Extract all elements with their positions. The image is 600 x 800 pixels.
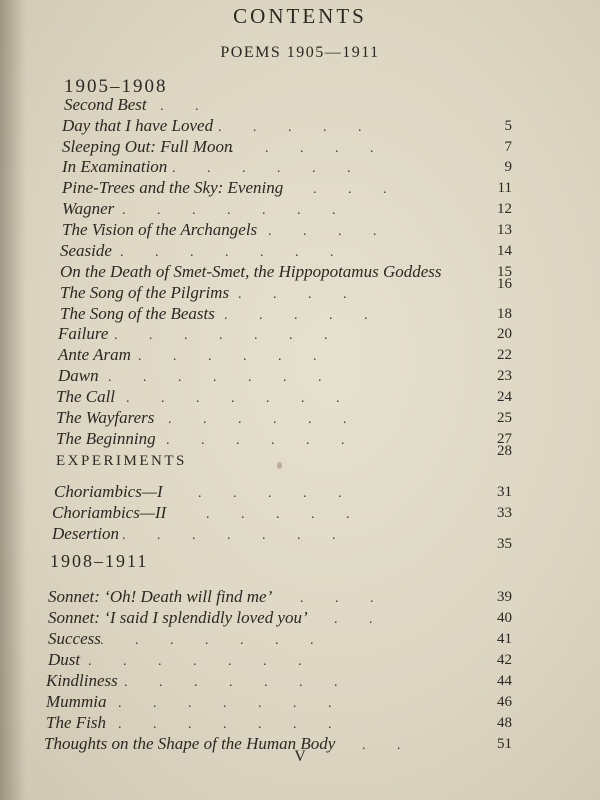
dot-leader: . . . . . . bbox=[168, 412, 347, 427]
toc-entry-page-number: 12 bbox=[497, 201, 512, 217]
toc-entry-page-number: 14 bbox=[497, 243, 512, 259]
toc-entry-page-number: 25 bbox=[497, 410, 512, 426]
toc-entry-title: Ante Aram bbox=[58, 345, 131, 364]
dot-leader: . . . . . . . bbox=[114, 328, 328, 343]
toc-entry-page-number: 18 bbox=[497, 306, 512, 322]
toc-entry-page-number: 15 bbox=[497, 264, 512, 280]
toc-entry bbox=[0, 304, 600, 326]
toc-entry-title: Kindliness bbox=[46, 671, 118, 690]
page-folio: V bbox=[294, 748, 306, 765]
section-heading-1905-1908: 1905–1908 bbox=[64, 76, 168, 97]
toc-entry bbox=[0, 713, 600, 735]
toc-entry bbox=[0, 283, 600, 305]
toc-entry bbox=[0, 241, 600, 263]
toc-entry-title: The Song of the Beasts bbox=[60, 304, 215, 323]
toc-entry-title: In Examination bbox=[62, 157, 168, 176]
toc-entry-page-number: 28 bbox=[497, 443, 512, 459]
dot-leader: . . . . . . bbox=[166, 433, 345, 448]
contents-heading: CONTENTS bbox=[233, 4, 367, 28]
dot-leader: . . . . . . . bbox=[120, 245, 334, 260]
dot-leader: . . . . . bbox=[198, 486, 342, 501]
dot-leader: . . bbox=[160, 99, 199, 114]
toc-entry bbox=[0, 116, 600, 138]
toc-entry-title: The Wayfarers bbox=[56, 408, 155, 427]
section-heading-1908-1911: 1908–1911 bbox=[50, 551, 149, 571]
section-heading-experiments: EXPERIMENTS bbox=[56, 453, 187, 469]
toc-entry-title: Second Best bbox=[64, 95, 147, 114]
toc-entry bbox=[0, 137, 600, 159]
toc-entry-title: The Call bbox=[56, 387, 116, 406]
toc-entry-page-number: 41 bbox=[497, 631, 512, 647]
toc-entry-page-number: 42 bbox=[497, 652, 512, 668]
toc-entry-page-number: 9 bbox=[504, 159, 512, 175]
dot-leader: . . . . . . . bbox=[122, 203, 336, 218]
dot-leader: . . bbox=[362, 738, 401, 753]
toc-entry bbox=[0, 629, 600, 651]
dot-leader: . . . . . bbox=[224, 308, 368, 323]
toc-entry-title: Dust bbox=[48, 650, 81, 669]
toc-entry-page-number: 13 bbox=[497, 222, 512, 238]
toc-entry-title: Thoughts on the Shape of the Human Body bbox=[44, 734, 336, 753]
toc-entry bbox=[0, 178, 600, 200]
toc-entry-page-number: 24 bbox=[497, 389, 512, 405]
dot-leader: . . . . . bbox=[218, 120, 362, 135]
dot-leader: . . . . . . . bbox=[118, 717, 332, 732]
toc-entry bbox=[0, 95, 600, 117]
toc-entry-title: Sonnet: ‘Oh! Death will find me’ bbox=[48, 587, 273, 606]
toc-entry bbox=[0, 587, 600, 609]
toc-entry-title: On the Death of Smet-Smet, the Hippopotamus Goddess bbox=[60, 262, 442, 281]
toc-entry-title: The Beginning bbox=[56, 429, 156, 448]
toc-entry-title: Sleeping Out: Full Moon bbox=[62, 137, 233, 156]
toc-entry-page-number: 16 bbox=[497, 276, 512, 292]
toc-entry bbox=[0, 157, 600, 179]
dot-leader: . . . . bbox=[268, 224, 377, 239]
toc-entry bbox=[0, 608, 600, 630]
toc-entry-page-number: 44 bbox=[497, 673, 512, 689]
toc-entry bbox=[0, 220, 600, 242]
toc-entry bbox=[0, 408, 600, 430]
dot-leader: . . . . . . . bbox=[118, 696, 332, 711]
toc-entry bbox=[0, 482, 600, 504]
toc-entry-title: Choriambics—I bbox=[54, 482, 163, 501]
dot-leader: . . . . . . . bbox=[122, 528, 336, 543]
toc-entry-title: Sonnet: ‘I said I splendidly loved you’ bbox=[48, 608, 308, 627]
dot-leader: . . . . . . . bbox=[108, 370, 322, 385]
toc-entry-page-number: 22 bbox=[497, 347, 512, 363]
poems-heading: POEMS 1905—1911 bbox=[220, 44, 380, 61]
toc-entry bbox=[0, 345, 600, 367]
toc-entry bbox=[0, 692, 600, 714]
toc-entry bbox=[0, 324, 600, 346]
dot-leader: . . . . . bbox=[230, 141, 374, 156]
toc-entry-title: Choriambics—II bbox=[52, 503, 167, 522]
toc-entry bbox=[0, 650, 600, 672]
toc-entry-title: Dawn bbox=[58, 366, 99, 385]
toc-entry-title: The Fish bbox=[46, 713, 106, 732]
toc-entry-page-number: 27 bbox=[497, 431, 512, 447]
toc-entry-page-number: 11 bbox=[497, 180, 512, 196]
paper-stain bbox=[277, 462, 282, 469]
toc-entry-page-number: 48 bbox=[497, 715, 512, 731]
toc-entry-title: The Song of the Pilgrims bbox=[60, 283, 230, 302]
dot-leader: . . . . . . . bbox=[100, 633, 314, 648]
dot-leader: . . . . . . . bbox=[126, 391, 340, 406]
toc-entry-title: Failure bbox=[58, 324, 109, 343]
dot-leader: . . . bbox=[313, 182, 387, 197]
toc-entry bbox=[0, 503, 600, 525]
toc-entry-page-number: 31 bbox=[497, 484, 512, 500]
toc-entry bbox=[0, 366, 600, 388]
toc-entry-page-number: 40 bbox=[497, 610, 512, 626]
toc-entry-page-number: 5 bbox=[504, 118, 512, 134]
dot-leader: . . . . bbox=[238, 287, 347, 302]
toc-entry-title: Seaside bbox=[60, 241, 112, 260]
dot-leader: . . . . . . bbox=[172, 161, 351, 176]
toc-entry-title: Day that I have Loved bbox=[62, 116, 214, 135]
toc-entry bbox=[0, 671, 600, 693]
toc-entry-page-number: 7 bbox=[504, 139, 512, 155]
dot-leader: . . . . . bbox=[206, 507, 350, 522]
toc-entry-title: Success bbox=[48, 629, 101, 648]
toc-entry-title: The Vision of the Archangels bbox=[62, 220, 258, 239]
dot-leader: . . . . . . . bbox=[88, 654, 302, 669]
toc-entry bbox=[0, 431, 600, 459]
toc-entry bbox=[0, 524, 600, 552]
dot-leader: . . bbox=[334, 612, 373, 627]
dot-leader: . . . . . . bbox=[138, 349, 317, 364]
toc-entry-page-number: 51 bbox=[497, 736, 512, 752]
toc-entry-title: Pine-Trees and the Sky: Evening bbox=[62, 178, 284, 197]
toc-entry-page-number: 35 bbox=[497, 536, 512, 552]
toc-entry-title: Mummia bbox=[46, 692, 107, 711]
dot-leader: . . . . . . . bbox=[124, 675, 338, 690]
toc-entry-page-number: 46 bbox=[497, 694, 512, 710]
toc-entry-title: Wagner bbox=[62, 199, 115, 218]
dot-leader: . . . bbox=[300, 591, 374, 606]
toc-entry-page-number: 23 bbox=[497, 368, 512, 384]
toc-entry bbox=[0, 387, 600, 409]
toc-entry-page-number: 33 bbox=[497, 505, 512, 521]
toc-entry-page-number: 39 bbox=[497, 589, 512, 605]
toc-entry-title: Desertion bbox=[52, 524, 120, 543]
toc-entry bbox=[0, 199, 600, 221]
toc-entry-page-number: 20 bbox=[497, 326, 512, 342]
